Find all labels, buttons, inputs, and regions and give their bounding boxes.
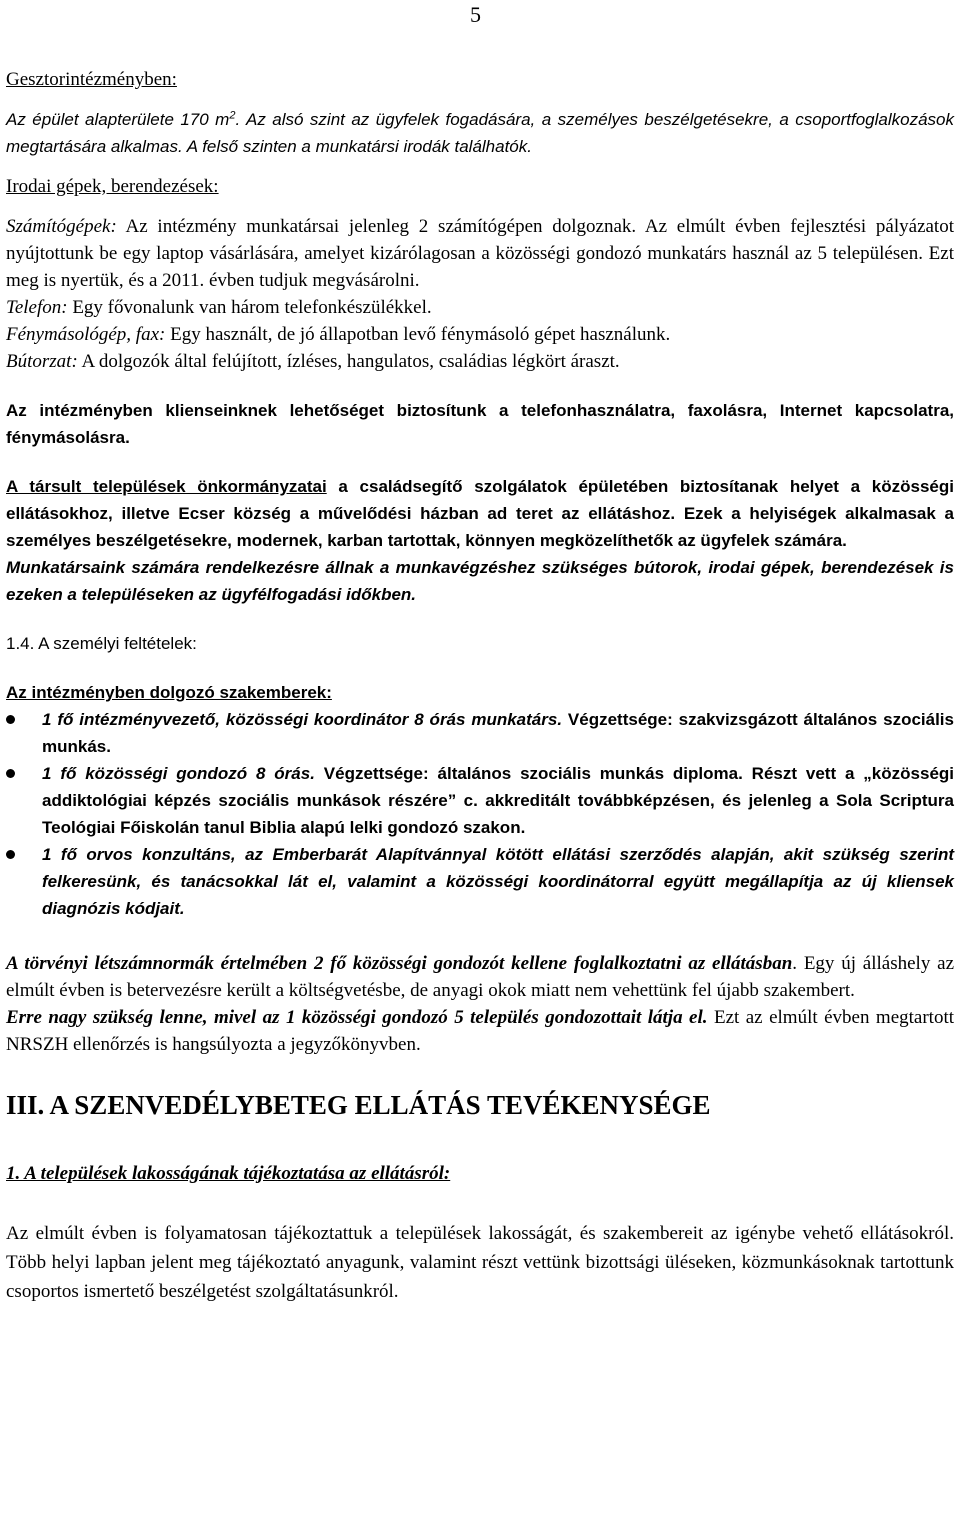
furniture-paragraph [6, 348, 954, 375]
settlements-paragraph [6, 473, 954, 554]
bullet-icon [6, 715, 15, 724]
personal-conditions-heading: 1.4. A személyi feltételek: [6, 634, 197, 653]
computers-label: Számítógépek: [6, 216, 117, 237]
page-number: 5 [470, 2, 481, 27]
building-sup: 2 [229, 109, 236, 122]
copier-label: Fénymásológép, fax: [6, 324, 166, 345]
staff-item [6, 841, 954, 922]
phone-paragraph [6, 294, 954, 321]
building-text-1: Az épület alapterülete 170 m [6, 110, 230, 129]
staff-item [6, 706, 954, 760]
computers-text: Az intézmény munkatársai jelenleg 2 számítógépen dolgoznak. Az elmúlt évben fejlesztési pályázatot nyújtottunk be egy laptop vásárlására, amelyet kizárólagosan a közösségi gondozó munkatárs használ az 5 településen. Ezt meg is nyertük, és a 2011. évben tudjuk megvásárolni. [6, 216, 954, 291]
need-text: Ezt az elmúlt évben megtartott NRSZH ellenőrzés is hangsúlyozta a jegyzőkönyvben. [6, 1007, 955, 1055]
need-emphasis: Erre nagy szükség lenne, mivel az 1 közösségi gondozó 5 település gondozottait látja el. [6, 1007, 708, 1028]
need-paragraph [6, 1004, 954, 1058]
subsection-title: 1. A települések lakosságának tájékoztatása az ellátásról: [6, 1163, 451, 1184]
staff-item-text: Végzettsége: általános szociális munkás diploma. Részt vett a „közösségi addiktológiai képzés szociális munkások részére” c. akkreditált továbbképzésen, és jelenleg a Sola Scriptura Teológiai Főiskolán tanul Biblia alapú lelki gondozó szakon. [42, 764, 955, 837]
phone-label: Telefon: [6, 297, 68, 318]
information-paragraph: Az elmúlt évben is folyamatosan tájékoztattuk a települések lakosságát, és szakembereit az igénybe vehető ellátásokról. Több helyi lapban jelent meg tájékoztató anyagunk, valamint részt vettünk bizottsági üléseken, közmunkásoknak tartottunk csoportos ismertető beszélgetést szolgáltatásunkról. [6, 1223, 954, 1302]
copier-text: Egy használt, de jó állapotban levő fénymásoló gépet használunk. [165, 324, 671, 345]
norms-paragraph [6, 950, 954, 1004]
staff-heading: Az intézményben dolgozó szakemberek: [6, 683, 332, 702]
staff-list [6, 706, 954, 922]
section-title: III. A SZENVEDÉLYBETEG ELLÁTÁS TEVÉKENYSÉGE [6, 1090, 711, 1120]
settlements-underlined: A társult települések önkormányzatai [6, 477, 327, 496]
norms-emphasis: A törvényi létszámnormák értelmében 2 fő közösségi gondozót kellene foglalkoztatni az ellátásban [6, 953, 793, 974]
copier-paragraph [6, 321, 954, 348]
staff-item-italic: 1 fő orvos konzultáns, az Emberbarát Alapítvánnyal kötött ellátási szerződés alapján, akit szükség szerint felkeresünk, és tanácsokkal lát el, valamint a közösségi koordinátorral együtt megállapítja az új kliensek diagnózis kódjait. [42, 845, 954, 918]
bullet-icon [6, 850, 15, 859]
bullet-icon [6, 769, 15, 778]
heading-gesztor: Gesztorintézményben: [6, 69, 177, 90]
norms-block [6, 950, 954, 1058]
norms-text: . Egy új álláshely az elmúlt évben is betervezésre került a költségvetésbe, de anyagi okok miatt nem vehettünk fel újabb szakembert. [6, 953, 954, 1001]
building-text-2: . Az alsó szint az ügyfelek fogadására, a személyes beszélgetésekre, a csoportfoglalkozások megtartására alkalmas. A felső szinten a munkatársi irodák találhatók. [6, 110, 955, 156]
equipment-block [6, 213, 954, 375]
furniture-text: A dolgozók által felújított, ízléses, hangulatos, családias légkört áraszt. [77, 351, 620, 372]
clients-paragraph: Az intézményben klienseinknek lehetőséget biztosítunk a telefonhasználatra, faxolásra, Internet kapcsolatra, fénymásolásra. [6, 401, 954, 447]
staff-resources-paragraph: Munkatársaink számára rendelkezésre állnak a munkavégzéshez szükséges bútorok, irodai gépek, berendezések is ezeken a településeken az ügyfélfogadási időkben. [6, 558, 954, 604]
staff-item [6, 760, 954, 841]
staff-item-italic: 1 fő közösségi gondozó 8 órás. [42, 764, 315, 783]
document-body [6, 66, 954, 1306]
staff-item-text: Végzettsége: szakvizsgázott általános szociális munkás. [42, 710, 954, 756]
staff-item-italic: 1 fő intézményvezető, közösségi koordinátor 8 órás munkatárs. [42, 710, 563, 729]
heading-irodai-gepek: Irodai gépek, berendezések: [6, 176, 219, 197]
computers-paragraph [6, 213, 954, 294]
building-paragraph [6, 106, 954, 160]
furniture-label: Bútorzat: [6, 351, 78, 372]
settlements-text: a családsegítő szolgálatok épületében biztosítanak helyet a közösségi ellátásokhoz, illetve Ecser község a művelődési házban ad teret az ellátáshoz. Ezek a helyiségek alkalmasak a személyes beszélgetésekre, modernek, karban tartottak, könnyen megközelíthetők az ügyfelek számára. [6, 477, 954, 550]
settlements-block [6, 473, 954, 608]
phone-text: Egy fővonalunk van három telefonkészülékkel. [67, 297, 432, 318]
